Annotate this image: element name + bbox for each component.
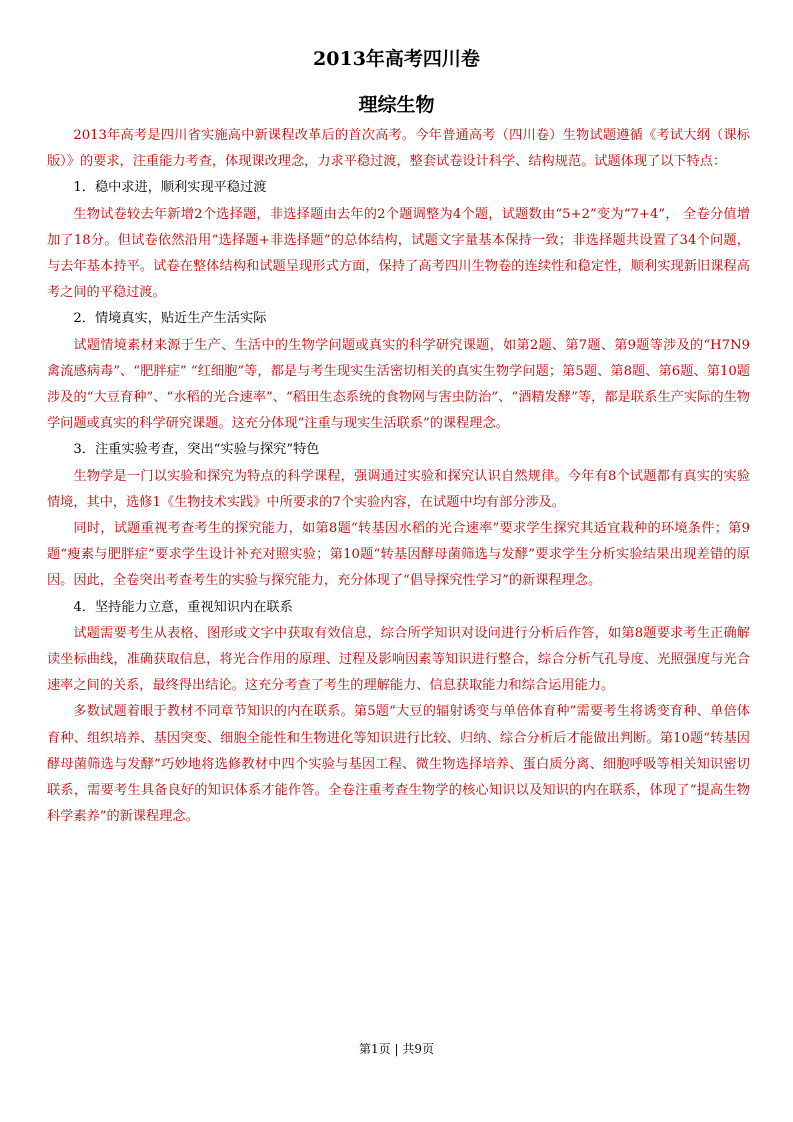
paragraph: 同时，试题重视考查考生的探究能力，如第8题“转基因水稻的光合速率”要求学生探究其适宜栽种的环境条件；第9题“瘦素与肥胖症”要求学生设计补充对照实验；第10题“转基因酵母菌筛选与发酵”要求学生分析实验结果出现差错的原因。因此，全卷突出考查考生的实验与探究能力，充分体现了“倡导探究性学习”的新课程理念。 — [47, 521, 750, 589]
page-footer: 第1页 | 共9页 — [359, 1042, 434, 1056]
section-heading: 1．稳中求进，顺利实现平稳过渡 — [73, 180, 267, 196]
document-title: 2013年高考四川卷 — [313, 48, 480, 70]
paragraph: 2013年高考是四川省实施高中新课程改革后的首次高考。今年普通高考（四川卷）生物试题遵循《考试大纲（课标版）》的要求，注重能力考查，体现课改理念，力求平稳过渡，整套试卷设计科学、结构规范。试题体现了以下特点： — [47, 128, 750, 170]
section-heading: 2．情境真实，贴近生产生活实际 — [73, 311, 267, 327]
section-heading: 4．坚持能力立意，重视知识内在联系 — [73, 599, 293, 615]
document-subtitle: 理综生物 — [358, 94, 435, 116]
paragraph: 试题需要考生从表格、图形或文字中获取有效信息，综合所学知识对设问进行分析后作答，如第8题要求考生正确解读坐标曲线，准确获取信息，将光合作用的原理、过程及影响因素等知识进行整合，综合分析气孔导度、光照强度与光合速率之间的关系，最终得出结论。这充分考查了考生的理解能力、信息获取能力和综合运用能力。 — [47, 625, 750, 694]
section-heading: 3．注重实验考查，突出“实验与探究”特色 — [73, 442, 320, 458]
paragraph: 试题情境素材来源于生产、生活中的生物学问题或真实的科学研究课题，如第2题、第7题、第9题等涉及的“H7N9禽流感病毒”、“肥胖症” “红细胞”等，都是与考生现实生活密切相关的真实生物学问题；第5题、第8题、第6题、第10题涉及的“大豆育种”、“水稻的光合速率”、“稻田生态系统的食物网与害虫防治”、“酒精发酵”等，都是联系生产实际的生物学问题或真实的科学研究课题。这充分体现“注重与现实生活联系”的课程理念。 — [47, 337, 750, 432]
paragraph: 多数试题着眼于教材不同章节知识的内在联系。第5题“大豆的辐射诱变与单倍体育种”需要考生将诱变育种、单倍体育种、组织培养、基因突变、细胞全能性和生物进化等知识进行比较、归纳、综合分析后才能做出判断。第10题“转基因酵母菌筛选与发酵”巧妙地将选修教材中四个实验与基因工程、微生物选择培养、蛋白质分离、细胞呼吸等相关知识密切联系，需要考生具备良好的知识体系才能作答。全卷注重考查生物学的核心知识以及知识的内在联系，体现了“提高生物科学素养”的新课程理念。 — [47, 704, 750, 825]
paragraph: 生物试卷较去年新增2个选择题，非选择题由去年的2个题调整为4个题，试题数由“5+2”变为“7+4”， 全卷分值增加了18分。但试卷依然沿用“选择题+非选择题”的总体结构，试题文字量基本保持一致；非选择题共设置了34个问题，与去年基本持平。试卷在整体结构和试题呈现形式方面，保持了高考四川生物卷的连续性和稳定性，顺利实现新旧课程高考之间的平稳过渡。 — [47, 206, 750, 301]
document-body — [47, 123, 750, 830]
paragraph: 生物学是一门以实验和探究为特点的科学课程，强调通过实验和探究认识自然规律。今年有8个试题都有真实的实验情境，其中，选修1《生物技术实践》中所要求的7个实验内容，在试题中均有部分涉及。 — [47, 468, 750, 510]
